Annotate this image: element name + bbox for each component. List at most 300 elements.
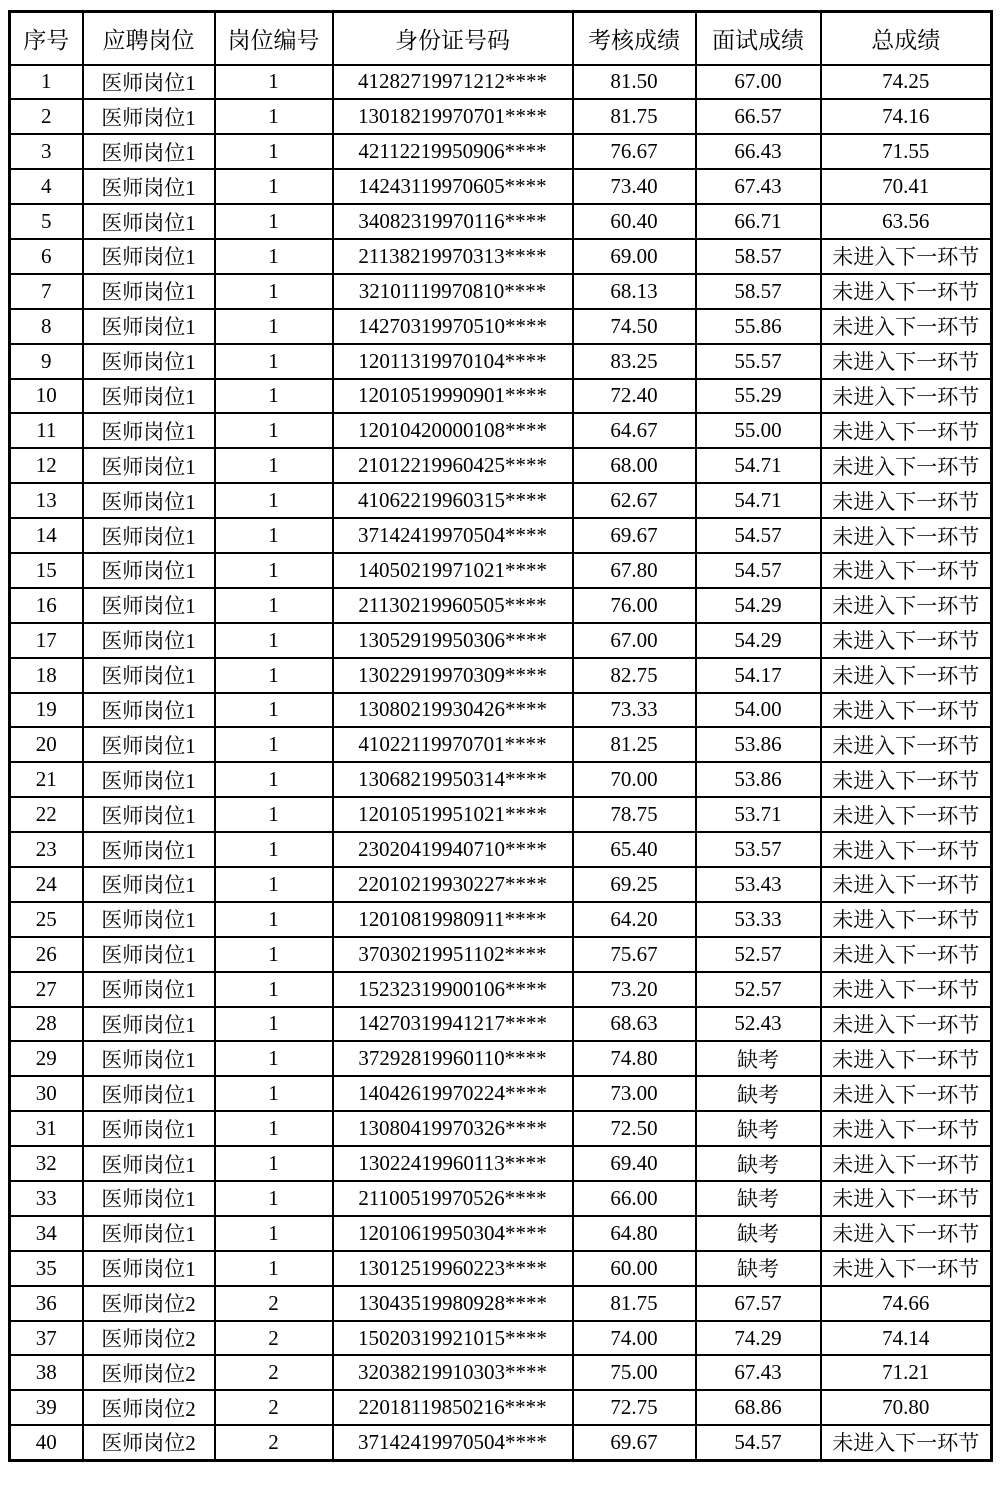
table-row: [10, 727, 992, 762]
table-row: [10, 937, 992, 972]
table-cell-exam: 72.75: [573, 1390, 696, 1425]
results-table: [8, 10, 993, 1462]
table-cell-post_no: 1: [215, 693, 333, 728]
table-cell-post: 医师岗位1: [83, 169, 215, 204]
table-cell-post: 医师岗位1: [83, 1146, 215, 1181]
table-cell-index: 35: [10, 1251, 83, 1286]
table-cell-post_no: 1: [215, 972, 333, 1007]
table-cell-exam: 64.80: [573, 1216, 696, 1251]
table-cell-exam: 75.67: [573, 937, 696, 972]
table-cell-id_number: 32101119970810****: [333, 274, 573, 309]
table-cell-post: 医师岗位1: [83, 448, 215, 483]
table-cell-post: 医师岗位1: [83, 344, 215, 379]
table-cell-total: 70.41: [821, 169, 992, 204]
table-row: [10, 553, 992, 588]
table-cell-id_number: 12010619950304****: [333, 1216, 573, 1251]
table-row: [10, 274, 992, 309]
table-cell-post: 医师岗位2: [83, 1355, 215, 1390]
table-cell-interview: 67.00: [696, 65, 821, 100]
table-cell-interview: 67.43: [696, 1355, 821, 1390]
table-cell-index: 25: [10, 902, 83, 937]
table-cell-post: 医师岗位1: [83, 588, 215, 623]
table-cell-exam: 64.20: [573, 902, 696, 937]
column-header-id_number: 身份证号码: [333, 12, 573, 65]
table-cell-interview: 54.71: [696, 483, 821, 518]
table-cell-post: 医师岗位2: [83, 1390, 215, 1425]
table-cell-post: 医师岗位1: [83, 553, 215, 588]
table-cell-total: 74.25: [821, 65, 992, 100]
table-cell-interview: 68.86: [696, 1390, 821, 1425]
table-cell-id_number: 14270319970510****: [333, 309, 573, 344]
table-cell-total: 未进入下一环节: [821, 902, 992, 937]
column-header-post_no: 岗位编号: [215, 12, 333, 65]
table-cell-id_number: 22010219930227****: [333, 867, 573, 902]
table-cell-total: 未进入下一环节: [821, 972, 992, 1007]
table-cell-index: 34: [10, 1216, 83, 1251]
table-row: [10, 169, 992, 204]
table-cell-post: 医师岗位1: [83, 518, 215, 553]
table-row: [10, 1041, 992, 1076]
table-cell-index: 37: [10, 1321, 83, 1356]
table-cell-exam: 68.13: [573, 274, 696, 309]
table-cell-interview: 缺考: [696, 1251, 821, 1286]
table-cell-post_no: 1: [215, 413, 333, 448]
table-cell-post: 医师岗位1: [83, 623, 215, 658]
table-cell-post: 医师岗位1: [83, 1251, 215, 1286]
table-cell-interview: 缺考: [696, 1146, 821, 1181]
table-cell-interview: 55.57: [696, 344, 821, 379]
table-cell-interview: 缺考: [696, 1076, 821, 1111]
table-cell-post_no: 1: [215, 1076, 333, 1111]
table-cell-index: 22: [10, 797, 83, 832]
table-cell-exam: 81.75: [573, 99, 696, 134]
table-cell-post: 医师岗位1: [83, 797, 215, 832]
table-cell-post: 医师岗位1: [83, 239, 215, 274]
table-cell-post_no: 2: [215, 1321, 333, 1356]
table-cell-interview: 52.57: [696, 972, 821, 1007]
table-cell-post_no: 1: [215, 239, 333, 274]
table-cell-interview: 54.29: [696, 588, 821, 623]
table-cell-exam: 66.00: [573, 1181, 696, 1216]
table-row: [10, 413, 992, 448]
table-row: [10, 972, 992, 1007]
table-cell-exam: 67.80: [573, 553, 696, 588]
table-cell-index: 9: [10, 344, 83, 379]
table-cell-index: 7: [10, 274, 83, 309]
table-cell-post_no: 1: [215, 1146, 333, 1181]
table-row: [10, 588, 992, 623]
table-cell-post_no: 1: [215, 483, 333, 518]
table-cell-post: 医师岗位1: [83, 379, 215, 414]
table-cell-interview: 缺考: [696, 1181, 821, 1216]
table-row: [10, 1076, 992, 1111]
table-cell-index: 32: [10, 1146, 83, 1181]
table-cell-total: 63.56: [821, 204, 992, 239]
table-cell-exam: 64.67: [573, 413, 696, 448]
table-cell-index: 29: [10, 1041, 83, 1076]
table-cell-id_number: 37292819960110****: [333, 1041, 573, 1076]
table-row: [10, 867, 992, 902]
table-cell-post_no: 1: [215, 937, 333, 972]
table-cell-id_number: 13022419960113****: [333, 1146, 573, 1181]
table-row: [10, 832, 992, 867]
table-cell-interview: 54.57: [696, 518, 821, 553]
table-cell-total: 未进入下一环节: [821, 727, 992, 762]
table-cell-total: 未进入下一环节: [821, 658, 992, 693]
table-cell-interview: 缺考: [696, 1216, 821, 1251]
table-cell-interview: 53.43: [696, 867, 821, 902]
table-cell-exam: 73.20: [573, 972, 696, 1007]
table-cell-post: 医师岗位2: [83, 1425, 215, 1460]
table-cell-post: 医师岗位1: [83, 1007, 215, 1042]
table-cell-id_number: 42112219950906****: [333, 134, 573, 169]
table-cell-post_no: 2: [215, 1425, 333, 1460]
table-cell-post_no: 1: [215, 274, 333, 309]
table-cell-post_no: 1: [215, 169, 333, 204]
table-cell-exam: 68.63: [573, 1007, 696, 1042]
table-cell-total: 未进入下一环节: [821, 832, 992, 867]
table-cell-total: 未进入下一环节: [821, 413, 992, 448]
table-cell-id_number: 21138219970313****: [333, 239, 573, 274]
table-cell-post: 医师岗位1: [83, 727, 215, 762]
table-cell-post: 医师岗位1: [83, 134, 215, 169]
table-cell-post: 医师岗位1: [83, 658, 215, 693]
table-row: [10, 1146, 992, 1181]
table-row: [10, 309, 992, 344]
table-cell-index: 33: [10, 1181, 83, 1216]
table-cell-interview: 52.43: [696, 1007, 821, 1042]
table-cell-id_number: 12010519951021****: [333, 797, 573, 832]
table-cell-exam: 76.00: [573, 588, 696, 623]
table-cell-post: 医师岗位1: [83, 762, 215, 797]
table-cell-post_no: 1: [215, 832, 333, 867]
table-row: [10, 1355, 992, 1390]
table-cell-id_number: 13080219930426****: [333, 693, 573, 728]
table-cell-index: 14: [10, 518, 83, 553]
table-cell-post: 医师岗位1: [83, 1076, 215, 1111]
table-cell-post_no: 1: [215, 553, 333, 588]
table-cell-interview: 54.29: [696, 623, 821, 658]
table-row: [10, 1181, 992, 1216]
table-cell-total: 未进入下一环节: [821, 797, 992, 832]
table-cell-post: 医师岗位1: [83, 867, 215, 902]
table-cell-post_no: 1: [215, 797, 333, 832]
table-cell-post: 医师岗位1: [83, 832, 215, 867]
table-cell-post_no: 1: [215, 448, 333, 483]
table-cell-interview: 66.71: [696, 204, 821, 239]
column-header-interview: 面试成绩: [696, 12, 821, 65]
table-cell-id_number: 13018219970701****: [333, 99, 573, 134]
table-cell-exam: 81.25: [573, 727, 696, 762]
table-cell-post: 医师岗位1: [83, 902, 215, 937]
table-cell-id_number: 34082319970116****: [333, 204, 573, 239]
table-cell-interview: 53.86: [696, 762, 821, 797]
table-cell-exam: 74.00: [573, 1321, 696, 1356]
table-row: [10, 518, 992, 553]
table-cell-post_no: 2: [215, 1390, 333, 1425]
table-row: [10, 483, 992, 518]
table-cell-post_no: 1: [215, 309, 333, 344]
table-cell-index: 13: [10, 483, 83, 518]
table-cell-id_number: 13052919950306****: [333, 623, 573, 658]
table-cell-index: 6: [10, 239, 83, 274]
table-cell-post_no: 1: [215, 1111, 333, 1146]
table-cell-total: 70.80: [821, 1390, 992, 1425]
table-cell-index: 38: [10, 1355, 83, 1390]
table-cell-index: 10: [10, 379, 83, 414]
table-cell-total: 74.16: [821, 99, 992, 134]
table-cell-post_no: 1: [215, 762, 333, 797]
table-cell-total: 74.66: [821, 1286, 992, 1321]
table-cell-id_number: 13012519960223****: [333, 1251, 573, 1286]
table-cell-exam: 72.50: [573, 1111, 696, 1146]
table-cell-exam: 75.00: [573, 1355, 696, 1390]
table-cell-total: 未进入下一环节: [821, 344, 992, 379]
table-cell-index: 23: [10, 832, 83, 867]
table-cell-index: 3: [10, 134, 83, 169]
column-header-index: 序号: [10, 12, 83, 65]
table-cell-interview: 74.29: [696, 1321, 821, 1356]
table-cell-id_number: 14042619970224****: [333, 1076, 573, 1111]
table-cell-total: 未进入下一环节: [821, 867, 992, 902]
table-cell-interview: 54.00: [696, 693, 821, 728]
table-row: [10, 448, 992, 483]
table-cell-post_no: 1: [215, 623, 333, 658]
table-cell-index: 16: [10, 588, 83, 623]
table-cell-post_no: 1: [215, 204, 333, 239]
table-cell-id_number: 37030219951102****: [333, 937, 573, 972]
table-cell-total: 71.21: [821, 1355, 992, 1390]
table-row: [10, 1390, 992, 1425]
table-row: [10, 693, 992, 728]
table-cell-id_number: 37142419970504****: [333, 518, 573, 553]
table-cell-exam: 72.40: [573, 379, 696, 414]
table-row: [10, 239, 992, 274]
column-header-post: 应聘岗位: [83, 12, 215, 65]
table-cell-exam: 69.40: [573, 1146, 696, 1181]
table-cell-id_number: 13043519980928****: [333, 1286, 573, 1321]
table-row: [10, 1216, 992, 1251]
table-cell-total: 未进入下一环节: [821, 379, 992, 414]
table-cell-post_no: 1: [215, 658, 333, 693]
table-cell-id_number: 21012219960425****: [333, 448, 573, 483]
table-cell-post: 医师岗位1: [83, 309, 215, 344]
table-cell-total: 未进入下一环节: [821, 483, 992, 518]
table-row: [10, 902, 992, 937]
table-cell-post_no: 2: [215, 1355, 333, 1390]
table-cell-index: 12: [10, 448, 83, 483]
table-cell-total: 未进入下一环节: [821, 693, 992, 728]
table-cell-total: 未进入下一环节: [821, 1251, 992, 1286]
table-cell-post: 医师岗位2: [83, 1286, 215, 1321]
table-cell-total: 未进入下一环节: [821, 239, 992, 274]
table-row: [10, 1251, 992, 1286]
table-cell-interview: 67.43: [696, 169, 821, 204]
table-cell-id_number: 37142419970504****: [333, 1425, 573, 1460]
table-cell-post: 医师岗位1: [83, 65, 215, 100]
table-cell-post_no: 1: [215, 867, 333, 902]
table-row: [10, 658, 992, 693]
table-cell-exam: 83.25: [573, 344, 696, 379]
table-cell-index: 39: [10, 1390, 83, 1425]
table-cell-total: 未进入下一环节: [821, 518, 992, 553]
table-cell-post: 医师岗位1: [83, 483, 215, 518]
table-cell-id_number: 13022919970309****: [333, 658, 573, 693]
table-row: [10, 134, 992, 169]
table-row: [10, 379, 992, 414]
table-cell-post_no: 2: [215, 1286, 333, 1321]
table-cell-id_number: 14050219971021****: [333, 553, 573, 588]
table-cell-post: 医师岗位1: [83, 972, 215, 1007]
table-cell-index: 19: [10, 693, 83, 728]
table-row: [10, 623, 992, 658]
table-cell-total: 未进入下一环节: [821, 1041, 992, 1076]
table-row: [10, 762, 992, 797]
table-cell-id_number: 14270319941217****: [333, 1007, 573, 1042]
table-row: [10, 99, 992, 134]
table-cell-id_number: 23020419940710****: [333, 832, 573, 867]
table-cell-post_no: 1: [215, 1216, 333, 1251]
table-cell-id_number: 13080419970326****: [333, 1111, 573, 1146]
table-cell-interview: 67.57: [696, 1286, 821, 1321]
table-cell-exam: 82.75: [573, 658, 696, 693]
table-cell-index: 30: [10, 1076, 83, 1111]
table-cell-interview: 53.71: [696, 797, 821, 832]
table-cell-index: 28: [10, 1007, 83, 1042]
table-cell-exam: 69.25: [573, 867, 696, 902]
table-cell-total: 未进入下一环节: [821, 937, 992, 972]
table-cell-interview: 66.43: [696, 134, 821, 169]
table-cell-exam: 74.50: [573, 309, 696, 344]
table-cell-total: 未进入下一环节: [821, 309, 992, 344]
table-cell-exam: 65.40: [573, 832, 696, 867]
table-cell-post: 医师岗位1: [83, 693, 215, 728]
table-cell-total: 未进入下一环节: [821, 1425, 992, 1460]
table-cell-interview: 58.57: [696, 239, 821, 274]
table-cell-exam: 67.00: [573, 623, 696, 658]
table-row: [10, 1321, 992, 1356]
table-cell-index: 1: [10, 65, 83, 100]
table-cell-exam: 73.00: [573, 1076, 696, 1111]
table-cell-post_no: 1: [215, 344, 333, 379]
table-cell-post_no: 1: [215, 588, 333, 623]
table-cell-interview: 58.57: [696, 274, 821, 309]
table-cell-exam: 74.80: [573, 1041, 696, 1076]
table-cell-exam: 73.40: [573, 169, 696, 204]
table-row: [10, 797, 992, 832]
table-cell-post: 医师岗位1: [83, 274, 215, 309]
table-cell-post_no: 1: [215, 1181, 333, 1216]
table-cell-id_number: 12010519990901****: [333, 379, 573, 414]
table-cell-total: 未进入下一环节: [821, 762, 992, 797]
table-cell-post: 医师岗位1: [83, 99, 215, 134]
table-cell-index: 40: [10, 1425, 83, 1460]
table-row: [10, 65, 992, 100]
table-cell-index: 26: [10, 937, 83, 972]
table-cell-total: 未进入下一环节: [821, 1146, 992, 1181]
table-cell-total: 未进入下一环节: [821, 274, 992, 309]
column-header-total: 总成绩: [821, 12, 992, 65]
table-cell-interview: 54.57: [696, 553, 821, 588]
table-cell-post_no: 1: [215, 1007, 333, 1042]
table-cell-index: 27: [10, 972, 83, 1007]
table-header-row: [10, 12, 992, 65]
table-cell-post_no: 1: [215, 134, 333, 169]
table-cell-index: 21: [10, 762, 83, 797]
table-cell-interview: 55.00: [696, 413, 821, 448]
table-cell-exam: 81.50: [573, 65, 696, 100]
table-cell-post_no: 1: [215, 727, 333, 762]
table-row: [10, 1425, 992, 1460]
table-cell-exam: 69.67: [573, 1425, 696, 1460]
table-row: [10, 1007, 992, 1042]
column-header-exam: 考核成绩: [573, 12, 696, 65]
table-cell-id_number: 15232319900106****: [333, 972, 573, 1007]
table-cell-exam: 73.33: [573, 693, 696, 728]
table-cell-interview: 53.33: [696, 902, 821, 937]
table-cell-total: 未进入下一环节: [821, 1216, 992, 1251]
table-cell-post: 医师岗位1: [83, 1041, 215, 1076]
table-cell-total: 未进入下一环节: [821, 1007, 992, 1042]
table-cell-index: 2: [10, 99, 83, 134]
table-cell-id_number: 21100519970526****: [333, 1181, 573, 1216]
table-cell-post: 医师岗位1: [83, 937, 215, 972]
table-cell-index: 8: [10, 309, 83, 344]
table-cell-index: 4: [10, 169, 83, 204]
table-row: [10, 344, 992, 379]
table-cell-exam: 62.67: [573, 483, 696, 518]
table-cell-id_number: 15020319921015****: [333, 1321, 573, 1356]
table-cell-total: 未进入下一环节: [821, 588, 992, 623]
table-cell-post_no: 1: [215, 902, 333, 937]
table-cell-post: 医师岗位1: [83, 1216, 215, 1251]
table-cell-total: 未进入下一环节: [821, 448, 992, 483]
table-cell-total: 未进入下一环节: [821, 1111, 992, 1146]
table-cell-id_number: 41022119970701****: [333, 727, 573, 762]
table-cell-interview: 54.17: [696, 658, 821, 693]
table-cell-post: 医师岗位1: [83, 1181, 215, 1216]
table-cell-interview: 54.57: [696, 1425, 821, 1460]
table-cell-index: 31: [10, 1111, 83, 1146]
table-cell-id_number: 21130219960505****: [333, 588, 573, 623]
table-cell-id_number: 12011319970104****: [333, 344, 573, 379]
table-cell-post_no: 1: [215, 1251, 333, 1286]
table-cell-id_number: 41282719971212****: [333, 65, 573, 100]
table-cell-post_no: 1: [215, 518, 333, 553]
table-cell-exam: 60.40: [573, 204, 696, 239]
table-cell-index: 24: [10, 867, 83, 902]
table-cell-interview: 54.71: [696, 448, 821, 483]
table-cell-exam: 69.00: [573, 239, 696, 274]
table-cell-index: 15: [10, 553, 83, 588]
table-cell-index: 11: [10, 413, 83, 448]
table-cell-total: 74.14: [821, 1321, 992, 1356]
table-cell-total: 未进入下一环节: [821, 553, 992, 588]
table-row: [10, 1286, 992, 1321]
table-cell-interview: 53.57: [696, 832, 821, 867]
table-cell-post: 医师岗位2: [83, 1321, 215, 1356]
table-cell-post: 医师岗位1: [83, 413, 215, 448]
table-cell-id_number: 13068219950314****: [333, 762, 573, 797]
table-cell-total: 71.55: [821, 134, 992, 169]
table-cell-id_number: 22018119850216****: [333, 1390, 573, 1425]
table-cell-id_number: 12010420000108****: [333, 413, 573, 448]
table-cell-interview: 缺考: [696, 1041, 821, 1076]
table-cell-exam: 81.75: [573, 1286, 696, 1321]
table-cell-id_number: 32038219910303****: [333, 1355, 573, 1390]
table-row: [10, 1111, 992, 1146]
table-cell-index: 18: [10, 658, 83, 693]
